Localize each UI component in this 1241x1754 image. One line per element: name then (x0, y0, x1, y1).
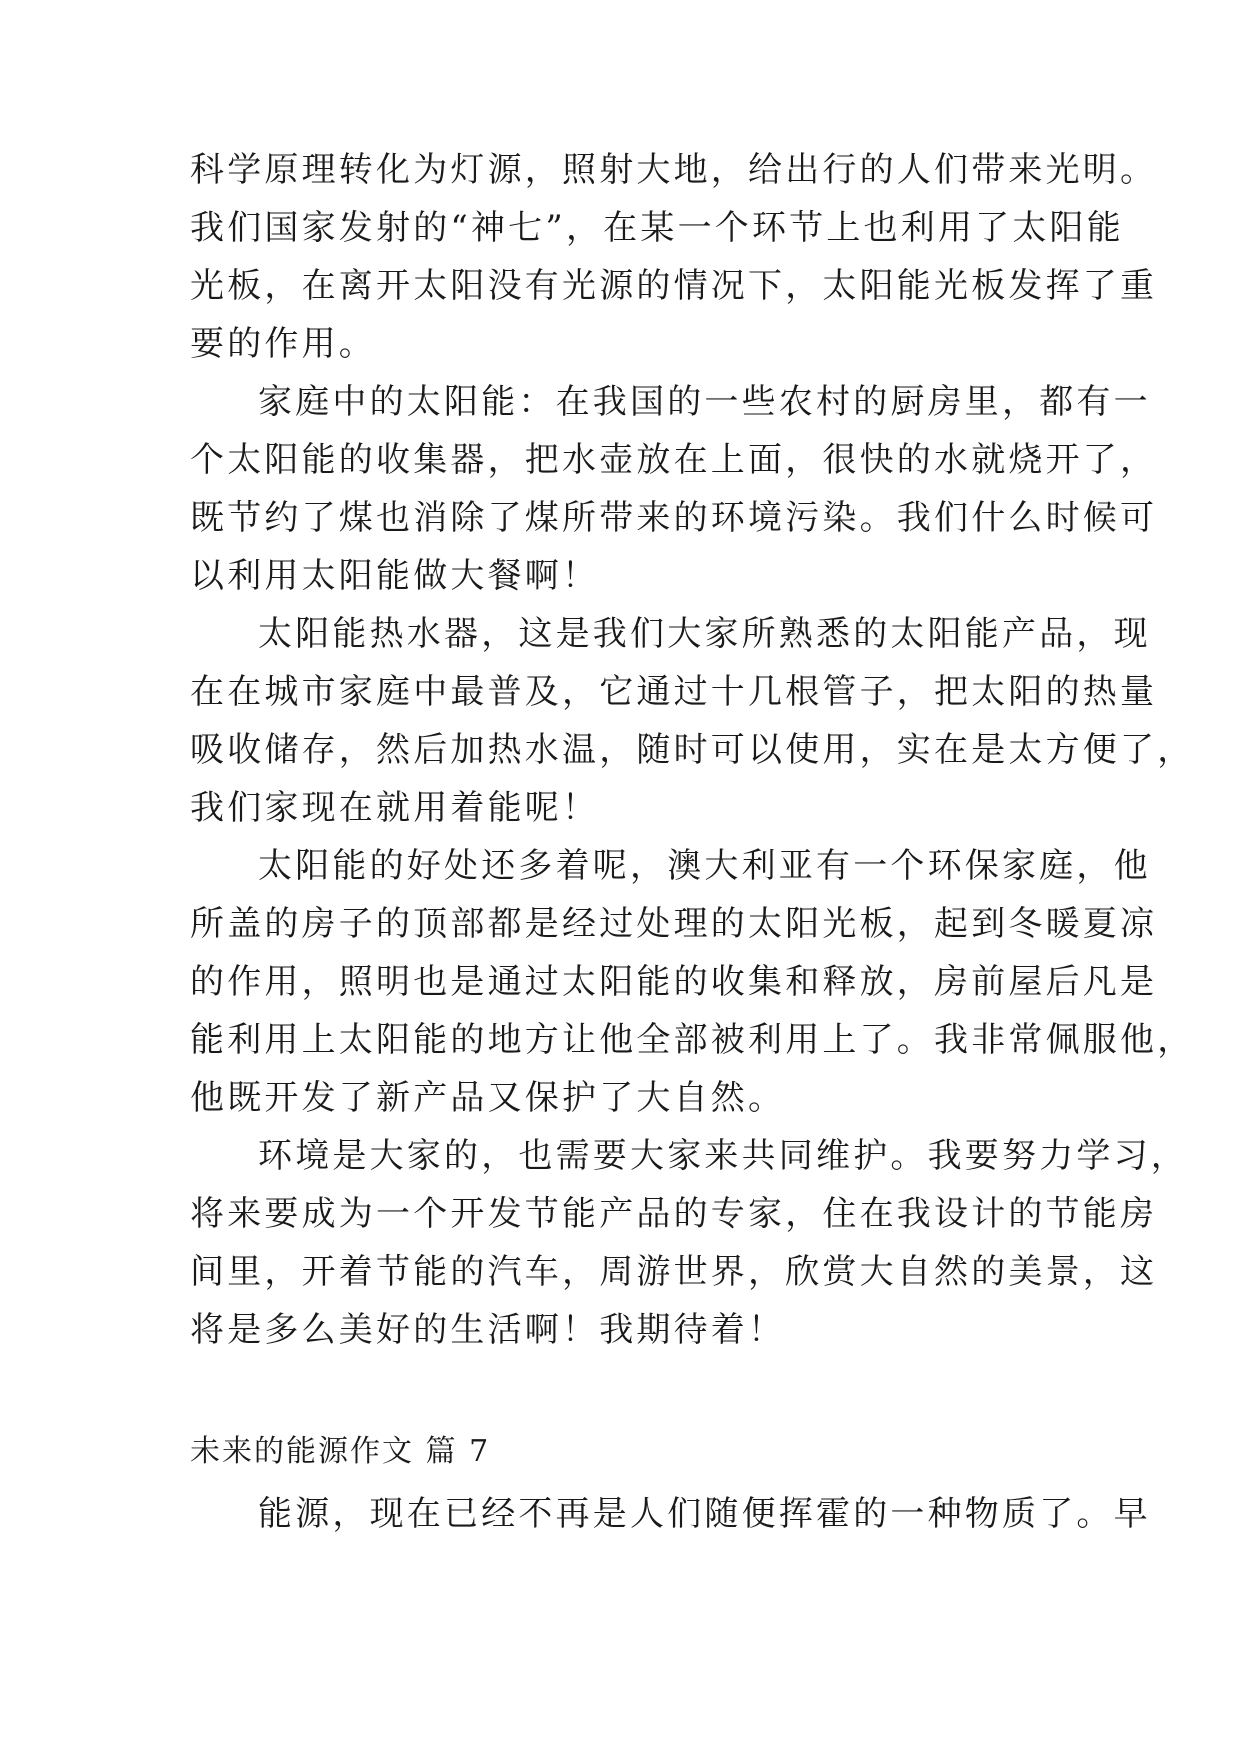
text-line: 环境是大家的，也需要大家来共同维护。我要努力学习， (258, 1136, 1188, 1176)
text-line: 所盖的房子的顶部都是经过处理的太阳光板，起到冬暖夏凉 (190, 904, 1158, 944)
text-line: 他既开发了新产品又保护了大自然。 (190, 1078, 786, 1118)
text-line: 要的作用。 (190, 324, 376, 364)
text-line: 太阳能的好处还多着呢，澳大利亚有一个环保家庭，他 (258, 846, 1151, 886)
text-line: 在在城市家庭中最普及，它通过十几根管子，把太阳的热量 (190, 672, 1158, 712)
text-line: 吸收储存，然后加热水温，随时可以使用，实在是太方便了， (190, 730, 1195, 770)
text-line: 间里，开着节能的汽车，周游世界，欣赏大自然的美景，这 (190, 1252, 1158, 1292)
text-line: 科学原理转化为灯源，照射大地，给出行的人们带来光明。 (190, 150, 1158, 190)
text-line: 我们国家发射的“神七”，在某一个环节上也利用了太阳能 (190, 208, 1124, 248)
text-line: 能利用上太阳能的地方让他全部被利用上了。我非常佩服他， (190, 1020, 1195, 1060)
text-line: 既节约了煤也消除了煤所带来的环境污染。我们什么时候可 (190, 498, 1158, 538)
text-line: 将是多么美好的生活啊！我期待着！ (190, 1310, 786, 1350)
text-line: 家庭中的太阳能：在我国的一些农村的厨房里，都有一 (258, 382, 1151, 422)
text-line: 我们家现在就用着能呢！ (190, 788, 600, 828)
text-line: 太阳能热水器，这是我们大家所熟悉的太阳能产品，现 (258, 614, 1151, 654)
section-heading: 未来的能源作文 篇 7 (190, 1434, 491, 1469)
text-line: 光板，在离开太阳没有光源的情况下，太阳能光板发挥了重 (190, 266, 1158, 306)
text-line: 的作用，照明也是通过太阳能的收集和释放，房前屋后凡是 (190, 962, 1158, 1002)
text-line: 以利用太阳能做大餐啊！ (190, 556, 600, 596)
text-line: 将来要成为一个开发节能产品的专家，住在我设计的节能房 (190, 1194, 1158, 1234)
text-line: 能源，现在已经不再是人们随便挥霍的一种物质了。早 (258, 1494, 1151, 1534)
text-line: 个太阳能的收集器，把水壶放在上面，很快的水就烧开了， (190, 440, 1158, 480)
